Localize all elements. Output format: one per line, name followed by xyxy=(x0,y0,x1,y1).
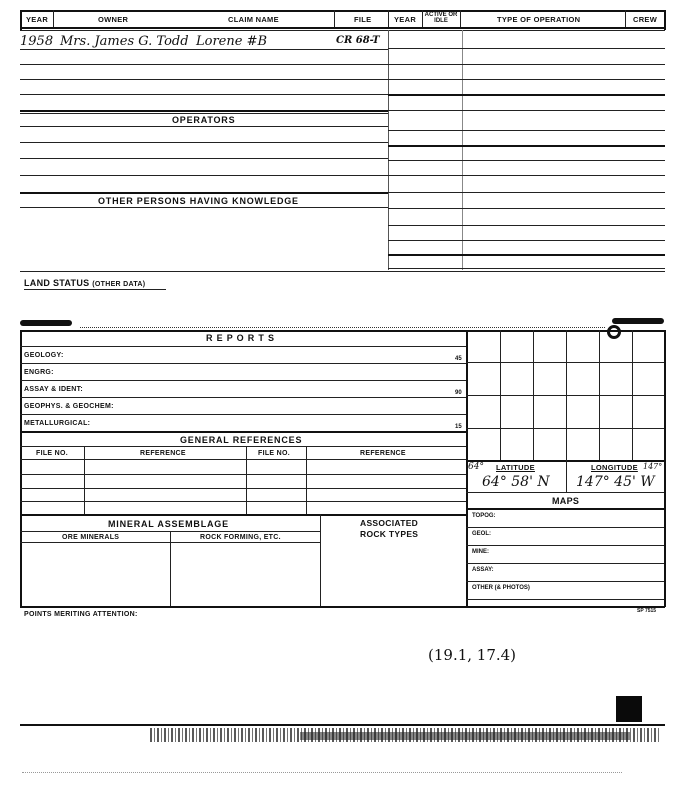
other-persons-title: OTHER PERSONS HAVING KNOWLEDGE xyxy=(98,196,299,206)
report-row-number: 15 xyxy=(455,424,462,430)
latitude-label: LATITUDE xyxy=(496,463,535,472)
reports-title: R E P O R T S xyxy=(206,333,275,343)
mineral-assemblage-title: MINERAL ASSEMBLAGE xyxy=(108,519,229,529)
entry-file: CR 68-T xyxy=(336,35,380,46)
longitude-label: LONGITUDE xyxy=(591,463,638,472)
report-row-label: GEOLOGY: xyxy=(24,352,64,359)
circle-mark-icon xyxy=(607,325,621,339)
header-file: FILE xyxy=(354,15,372,24)
black-square xyxy=(616,696,642,722)
scan-noise xyxy=(300,732,630,740)
gr-file-no-2: FILE NO. xyxy=(258,450,290,457)
report-row-number: 45 xyxy=(455,356,462,362)
maps-item-label: MINE: xyxy=(472,549,489,555)
header-type-of-operation: TYPE OF OPERATION xyxy=(497,15,581,24)
gr-reference-2: REFERENCE xyxy=(360,450,406,457)
maps-item-label: ASSAY: xyxy=(472,567,494,573)
header-year: YEAR xyxy=(26,15,49,24)
report-row-label: METALLURGICAL: xyxy=(24,420,91,427)
lon-suffix: 147° xyxy=(643,462,663,471)
rock-types-label: ROCK TYPES xyxy=(360,529,419,539)
ore-minerals-label: ORE MINERALS xyxy=(62,534,120,541)
longitude-value: 147° 45' W xyxy=(576,474,655,490)
associated-label: ASSOCIATED xyxy=(360,518,419,528)
report-row-label: GEOPHYS. & GEOCHEM: xyxy=(24,403,114,410)
rock-forming-label: ROCK FORMING, ETC. xyxy=(200,534,281,541)
land-status-title xyxy=(24,278,145,288)
maps-item-label: OTHER (& PHOTOS) xyxy=(472,585,530,591)
operators-title: OPERATORS xyxy=(172,115,236,125)
maps-title: MAPS xyxy=(552,496,580,506)
entry-owner: Mrs. James G. Todd xyxy=(60,34,189,49)
header-active-or-idle: ACTIVE OR IDLE xyxy=(424,12,458,24)
latitude-value: 64° 58' N xyxy=(482,474,550,490)
general-references-title: GENERAL REFERENCES xyxy=(180,435,303,445)
header-year-2: YEAR xyxy=(394,15,417,24)
ink-mark xyxy=(612,318,664,324)
header-claim-name: CLAIM NAME xyxy=(228,15,279,24)
form-number: SP 7515 xyxy=(637,608,657,614)
maps-item-label: TOPOG: xyxy=(472,513,496,519)
report-row-label: ASSAY & IDENT: xyxy=(24,386,84,393)
entry-claim-name: Lorene #B xyxy=(196,34,268,49)
entry-year: 1958 xyxy=(20,34,54,49)
header-crew: CREW xyxy=(633,15,658,24)
land-status-sub: (OTHER DATA) xyxy=(92,281,146,288)
maps-item-label: GEOL: xyxy=(472,531,491,537)
ink-mark xyxy=(20,320,72,326)
report-row-number: 90 xyxy=(455,390,462,396)
header-owner: OWNER xyxy=(98,15,129,24)
scan-band xyxy=(20,724,665,726)
lat-prefix: 64° xyxy=(468,462,484,472)
report-row-label: ENGRG: xyxy=(24,369,54,376)
points-meriting-attention: POINTS MERITING ATTENTION: xyxy=(24,611,138,618)
gr-reference-1: REFERENCE xyxy=(140,450,186,457)
handwritten-coords: (19.1, 17.4) xyxy=(428,646,517,664)
land-status-label: LAND STATUS xyxy=(24,278,90,288)
gr-file-no-1: FILE NO. xyxy=(36,450,68,457)
